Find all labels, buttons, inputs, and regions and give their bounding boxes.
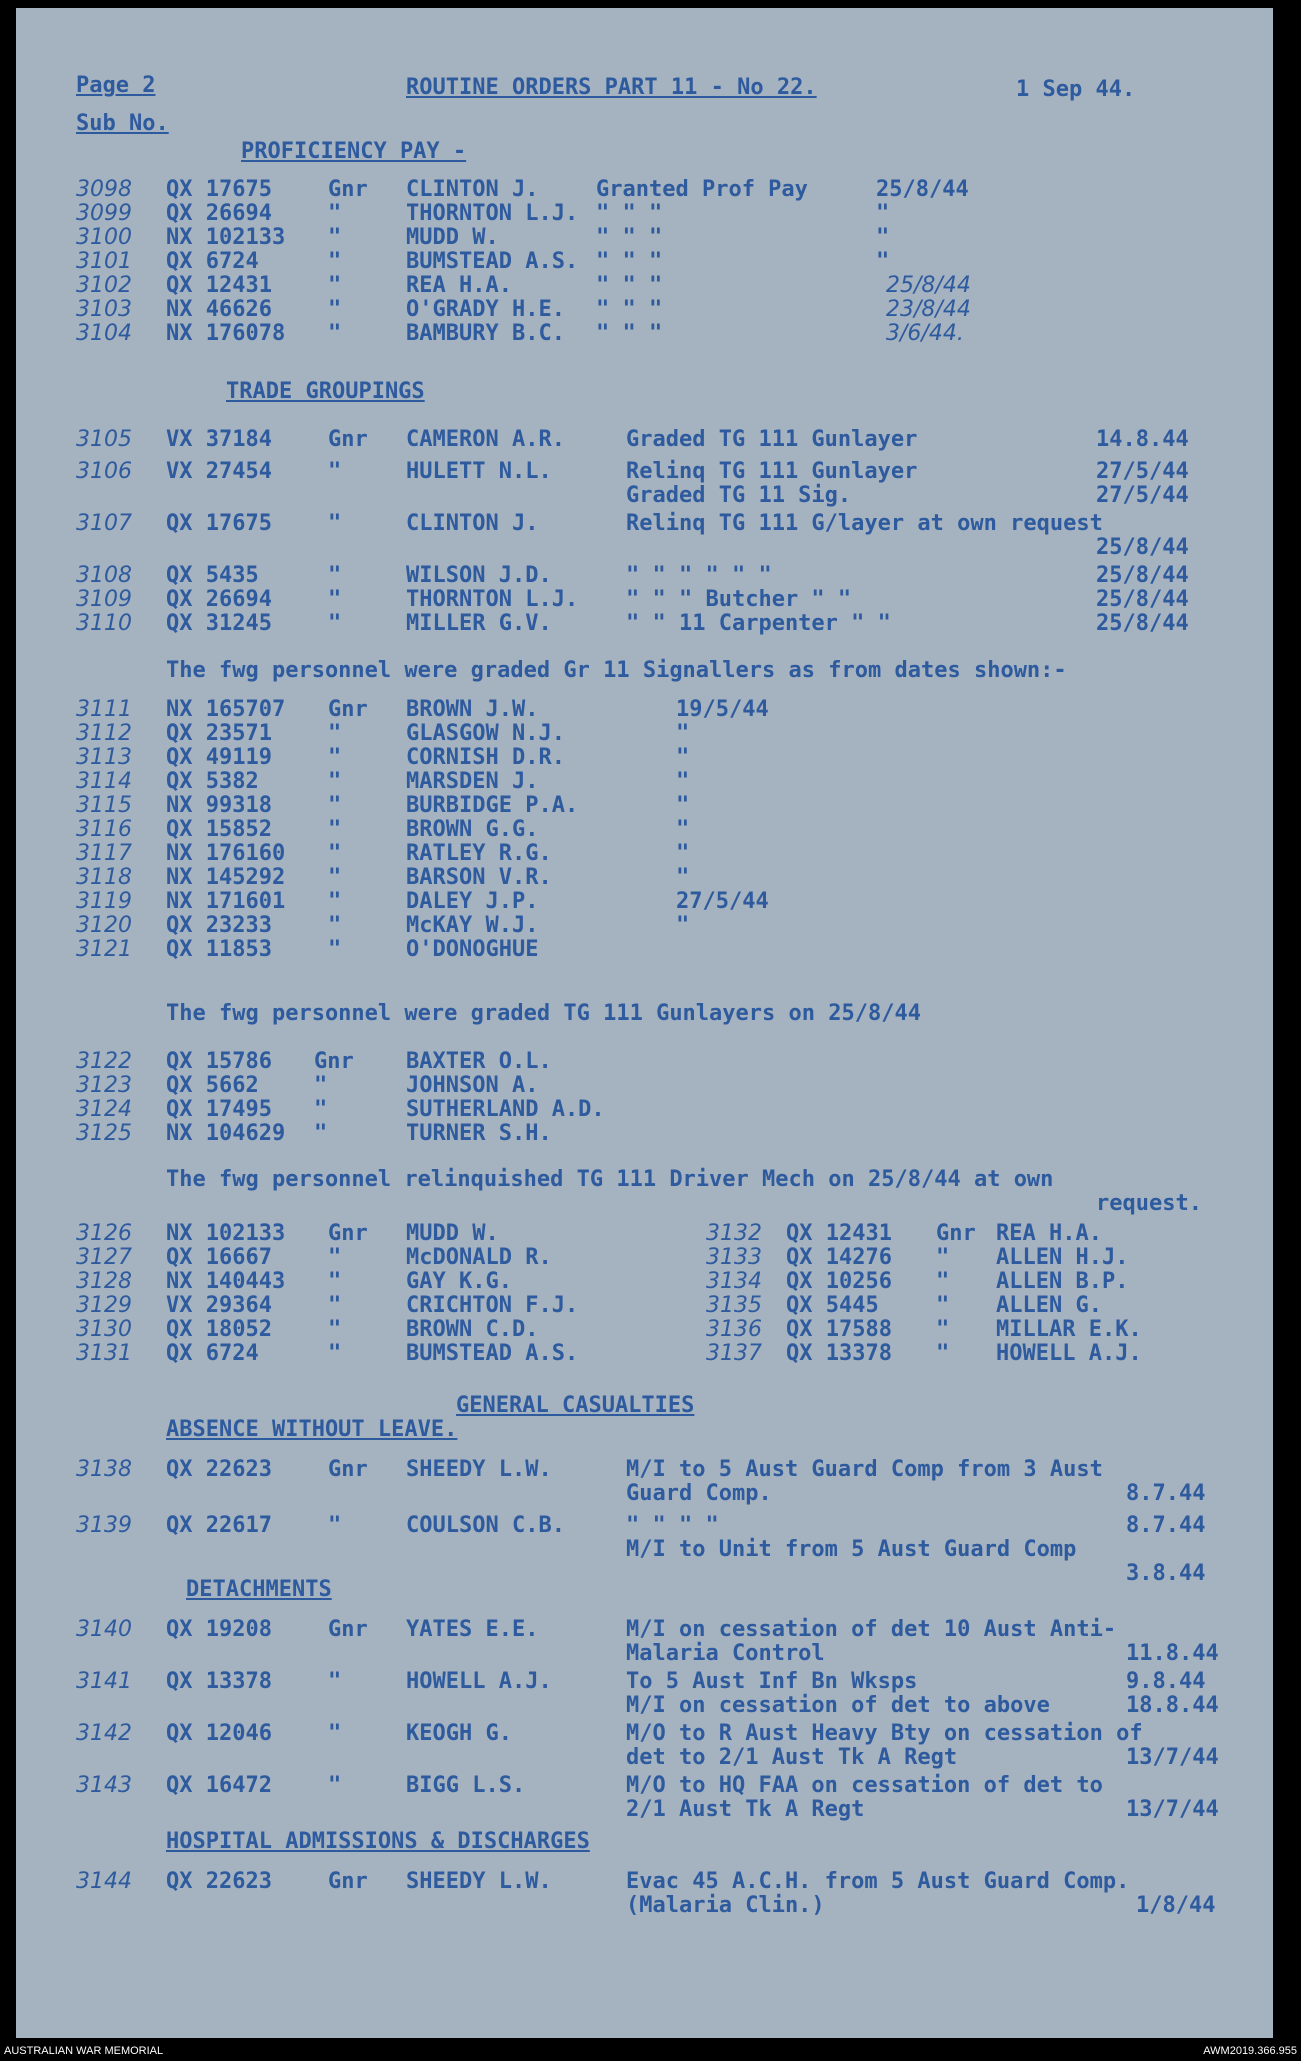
sub-number: 3104 [76, 321, 132, 346]
order-detail: " " " [596, 321, 663, 346]
order-detail: Graded TG 11 Sig. [626, 483, 852, 508]
service-number: NX 145292 [166, 865, 286, 890]
effective-date: 13/7/44 [1126, 1797, 1219, 1822]
footer [0, 2041, 1301, 2057]
service-number: QX 11853 [166, 937, 272, 962]
effective-date: " [676, 913, 690, 938]
person-name: SHEEDY L.W. [406, 1457, 552, 1482]
sub-number: 3136 [706, 1317, 762, 1342]
document-page [16, 8, 1273, 2038]
rank: " [328, 889, 342, 914]
sub-number: 3144 [76, 1869, 132, 1894]
person-name: SHEEDY L.W. [406, 1869, 552, 1894]
section-heading-general: GENERAL CASUALTIES [456, 1393, 695, 1418]
service-number: QX 5662 [166, 1073, 259, 1098]
sub-number: 3120 [76, 913, 132, 938]
service-number: NX 171601 [166, 889, 286, 914]
service-number: NX 102133 [166, 225, 286, 250]
person-name: DALEY J.P. [406, 889, 539, 914]
order-detail: " " " [596, 297, 663, 322]
rank: " [328, 1245, 342, 1270]
sub-number: 3142 [76, 1721, 132, 1746]
service-number: QX 23571 [166, 721, 272, 746]
rank: " [328, 1773, 342, 1798]
person-name: SUTHERLAND A.D. [406, 1097, 605, 1122]
rank: " [936, 1269, 950, 1294]
person-name: GAY K.G. [406, 1269, 512, 1294]
service-number: QX 12431 [786, 1221, 892, 1246]
sub-number: 3139 [76, 1513, 132, 1538]
effective-date: 1/8/44 [1136, 1893, 1216, 1918]
person-name: BIGG L.S. [406, 1773, 526, 1798]
rank: " [328, 745, 342, 770]
person-name: RATLEY R.G. [406, 841, 552, 866]
service-number: QX 17495 [166, 1097, 272, 1122]
service-number: QX 26694 [166, 201, 272, 226]
signallers-intro: The fwg personnel were graded Gr 11 Signallers as from dates shown:- [166, 658, 1067, 683]
effective-date: 3.8.44 [1126, 1561, 1206, 1586]
order-detail: M/I to 5 Aust Guard Comp from 3 Aust [626, 1457, 1103, 1482]
service-number: VX 29364 [166, 1293, 272, 1318]
service-number: QX 5382 [166, 769, 259, 794]
order-detail: Granted Prof Pay [596, 177, 808, 202]
order-detail: " " " " " " [626, 563, 772, 588]
person-name: BURBIDGE P.A. [406, 793, 579, 818]
service-number: QX 17675 [166, 511, 272, 536]
effective-date: 25/8/44 [1096, 535, 1189, 560]
service-number: NX 165707 [166, 697, 286, 722]
order-detail: Relinq TG 111 G/layer at own request [626, 511, 1103, 536]
sub-number: 3113 [76, 745, 132, 770]
sub-number: 3125 [76, 1121, 132, 1146]
service-number: NX 140443 [166, 1269, 286, 1294]
service-number: QX 19208 [166, 1617, 272, 1642]
rank: " [328, 297, 342, 322]
effective-date: " [676, 721, 690, 746]
rank: " [328, 793, 342, 818]
service-number: QX 22617 [166, 1513, 272, 1538]
section-heading-detachments: DETACHMENTS [186, 1577, 332, 1602]
person-name: MILLAR E.K. [996, 1317, 1142, 1342]
person-name: BAXTER O.L. [406, 1049, 552, 1074]
sub-number: 3099 [76, 201, 132, 226]
effective-date: " [676, 769, 690, 794]
person-name: CORNISH D.R. [406, 745, 565, 770]
person-name: BUMSTEAD A.S. [406, 249, 579, 274]
service-number: QX 22623 [166, 1869, 272, 1894]
service-number: QX 16667 [166, 1245, 272, 1270]
effective-date: " [676, 841, 690, 866]
sub-number: 3116 [76, 817, 132, 842]
service-number: QX 23233 [166, 913, 272, 938]
service-number: QX 10256 [786, 1269, 892, 1294]
order-detail: M/I on cessation of det to above [626, 1693, 1050, 1718]
person-name: CLINTON J. [406, 177, 539, 202]
person-name: ALLEN B.P. [996, 1269, 1129, 1294]
sub-number: 3130 [76, 1317, 132, 1342]
driver-mech-intro-cont: request. [1096, 1191, 1202, 1216]
sub-number: 3124 [76, 1097, 132, 1122]
person-name: REA H.A. [406, 273, 512, 298]
effective-date: 8.7.44 [1126, 1513, 1206, 1538]
sub-number: 3135 [706, 1293, 762, 1318]
section-heading-proficiency: PROFICIENCY PAY - [241, 139, 467, 164]
section-heading-awol: ABSENCE WITHOUT LEAVE. [166, 1417, 458, 1442]
service-number: QX 5435 [166, 563, 259, 588]
effective-date: 8.7.44 [1126, 1481, 1206, 1506]
service-number: NX 176078 [166, 321, 286, 346]
person-name: BROWN C.D. [406, 1317, 539, 1342]
sub-number: 3122 [76, 1049, 132, 1074]
sub-number: 3108 [76, 563, 132, 588]
service-number: QX 13378 [166, 1669, 272, 1694]
rank: " [936, 1245, 950, 1270]
person-name: HULETT N.L. [406, 459, 552, 484]
person-name: MUDD W. [406, 1221, 499, 1246]
rank: Gnr [328, 1617, 368, 1642]
effective-date: 23/8/44 [886, 297, 971, 322]
rank: " [328, 249, 342, 274]
rank: " [328, 273, 342, 298]
document-date: 1 Sep 44. [1016, 77, 1136, 102]
rank: " [314, 1097, 328, 1122]
service-number: QX 49119 [166, 745, 272, 770]
effective-date: " [876, 249, 890, 274]
effective-date: 9.8.44 [1126, 1669, 1206, 1694]
service-number: QX 26694 [166, 587, 272, 612]
rank: Gnr [328, 427, 368, 452]
order-detail: 2/1 Aust Tk A Regt [626, 1797, 865, 1822]
document-title: ROUTINE ORDERS PART 11 - No 22. [406, 75, 817, 100]
service-number: NX 99318 [166, 793, 272, 818]
person-name: McKAY W.J. [406, 913, 539, 938]
order-detail: " " 11 Carpenter " " [626, 611, 891, 636]
person-name: BROWN J.W. [406, 697, 539, 722]
rank: " [314, 1121, 328, 1146]
service-number: QX 17675 [166, 177, 272, 202]
order-detail: " " " [596, 201, 663, 226]
effective-date: 27/5/44 [676, 889, 769, 914]
service-number: VX 37184 [166, 427, 272, 452]
rank: " [328, 1293, 342, 1318]
effective-date: " [876, 225, 890, 250]
person-name: THORNTON L.J. [406, 201, 579, 226]
sub-no-label: Sub No. [76, 111, 169, 136]
sub-number: 3121 [76, 937, 132, 962]
rank: " [936, 1341, 950, 1366]
service-number: QX 22623 [166, 1457, 272, 1482]
rank: " [328, 913, 342, 938]
effective-date: 13/7/44 [1126, 1745, 1219, 1770]
sub-number: 3105 [76, 427, 132, 452]
order-detail: Malaria Control [626, 1641, 825, 1666]
order-detail: M/I to Unit from 5 Aust Guard Comp [626, 1537, 1077, 1562]
sub-number: 3100 [76, 225, 132, 250]
order-detail: " " " [596, 225, 663, 250]
person-name: ALLEN H.J. [996, 1245, 1129, 1270]
person-name: WILSON J.D. [406, 563, 552, 588]
effective-date: 19/5/44 [676, 697, 769, 722]
section-heading-trade: TRADE GROUPINGS [226, 379, 425, 404]
person-name: YATES E.E. [406, 1617, 539, 1642]
effective-date: " [676, 817, 690, 842]
rank: Gnr [328, 1221, 368, 1246]
service-number: NX 104629 [166, 1121, 286, 1146]
rank: Gnr [314, 1049, 354, 1074]
person-name: GLASGOW N.J. [406, 721, 565, 746]
person-name: COULSON C.B. [406, 1513, 565, 1538]
rank: " [936, 1293, 950, 1318]
effective-date: 11.8.44 [1126, 1641, 1219, 1666]
person-name: BARSON V.R. [406, 865, 552, 890]
service-number: QX 6724 [166, 249, 259, 274]
effective-date: 14.8.44 [1096, 427, 1189, 452]
sub-number: 3134 [706, 1269, 762, 1294]
sub-number: 3128 [76, 1269, 132, 1294]
person-name: REA H.A. [996, 1221, 1102, 1246]
order-detail: " " " [596, 249, 663, 274]
person-name: MUDD W. [406, 225, 499, 250]
rank: " [936, 1317, 950, 1342]
effective-date: " [676, 865, 690, 890]
sub-number: 3119 [76, 889, 132, 914]
service-number: QX 15852 [166, 817, 272, 842]
person-name: TURNER S.H. [406, 1121, 552, 1146]
sub-number: 3127 [76, 1245, 132, 1270]
sub-number: 3126 [76, 1221, 132, 1246]
person-name: McDONALD R. [406, 1245, 552, 1270]
rank: Gnr [328, 1869, 368, 1894]
person-name: CAMERON A.R. [406, 427, 565, 452]
sub-number: 3140 [76, 1617, 132, 1642]
person-name: MILLER G.V. [406, 611, 552, 636]
service-number: NX 46626 [166, 297, 272, 322]
sub-number: 3143 [76, 1773, 132, 1798]
service-number: QX 12431 [166, 273, 272, 298]
person-name: MARSDEN J. [406, 769, 539, 794]
sub-number: 3141 [76, 1669, 132, 1694]
rank: " [328, 225, 342, 250]
sub-number: 3110 [76, 611, 132, 636]
footer-institution: AUSTRALIAN WAR MEMORIAL [4, 2045, 164, 2057]
service-number: NX 176160 [166, 841, 286, 866]
effective-date: " [876, 201, 890, 226]
order-detail: " " " Butcher " " [626, 587, 852, 612]
rank: Gnr [328, 697, 368, 722]
order-detail: To 5 Aust Inf Bn Wksps [626, 1669, 918, 1694]
service-number: QX 18052 [166, 1317, 272, 1342]
rank: Gnr [328, 1457, 368, 1482]
effective-date: 18.8.44 [1126, 1693, 1219, 1718]
person-name: CLINTON J. [406, 511, 539, 536]
order-detail: Evac 45 A.C.H. from 5 Aust Guard Comp. [626, 1869, 1130, 1894]
service-number: NX 102133 [166, 1221, 286, 1246]
rank: " [328, 611, 342, 636]
service-number: QX 16472 [166, 1773, 272, 1798]
person-name: HOWELL A.J. [406, 1669, 552, 1694]
person-name: JOHNSON A. [406, 1073, 539, 1098]
order-detail: Graded TG 111 Gunlayer [626, 427, 918, 452]
effective-date: 25/8/44 [1096, 587, 1189, 612]
person-name: BAMBURY B.C. [406, 321, 565, 346]
effective-date: 3/6/44. [886, 321, 964, 346]
effective-date: " [676, 793, 690, 818]
order-detail: M/I on cessation of det 10 Aust Anti- [626, 1617, 1117, 1642]
rank: " [328, 321, 342, 346]
rank: " [328, 587, 342, 612]
service-number: VX 27454 [166, 459, 272, 484]
page-number: Page 2 [76, 73, 156, 98]
rank: " [328, 1669, 342, 1694]
person-name: HOWELL A.J. [996, 1341, 1142, 1366]
person-name: BUMSTEAD A.S. [406, 1341, 579, 1366]
sub-number: 3133 [706, 1245, 762, 1270]
order-detail: M/O to HQ FAA on cessation of det to [626, 1773, 1103, 1798]
person-name: BROWN G.G. [406, 817, 539, 842]
effective-date: 27/5/44 [1096, 483, 1189, 508]
service-number: QX 5445 [786, 1293, 879, 1318]
service-number: QX 6724 [166, 1341, 259, 1366]
rank: " [328, 511, 342, 536]
sub-number: 3112 [76, 721, 132, 746]
rank: " [328, 721, 342, 746]
rank: " [328, 563, 342, 588]
effective-date: " [676, 745, 690, 770]
rank: " [328, 841, 342, 866]
sub-number: 3131 [76, 1341, 132, 1366]
footer-accession: AWM2019.366.955 [1203, 2045, 1297, 2057]
order-detail: Relinq TG 111 Gunlayer [626, 459, 918, 484]
service-number: QX 17588 [786, 1317, 892, 1342]
sub-number: 3111 [76, 697, 132, 722]
rank: " [328, 865, 342, 890]
order-detail: " " " [596, 273, 663, 298]
effective-date: 27/5/44 [1096, 459, 1189, 484]
sub-number: 3103 [76, 297, 132, 322]
sub-number: 3138 [76, 1457, 132, 1482]
sub-number: 3118 [76, 865, 132, 890]
effective-date: 25/8/44 [1096, 563, 1189, 588]
person-name: CRICHTON F.J. [406, 1293, 579, 1318]
rank: " [328, 769, 342, 794]
effective-date: 25/8/44 [876, 177, 969, 202]
order-detail: M/O to R Aust Heavy Bty on cessation of [626, 1721, 1143, 1746]
service-number: QX 12046 [166, 1721, 272, 1746]
effective-date: 25/8/44 [1096, 611, 1189, 636]
sub-number: 3129 [76, 1293, 132, 1318]
order-detail: " " " " [626, 1513, 719, 1538]
sub-number: 3107 [76, 511, 132, 536]
order-detail: (Malaria Clin.) [626, 1893, 825, 1918]
order-detail: Guard Comp. [626, 1481, 772, 1506]
service-number: QX 31245 [166, 611, 272, 636]
sub-number: 3132 [706, 1221, 762, 1246]
sub-number: 3098 [76, 177, 132, 202]
sub-number: 3114 [76, 769, 132, 794]
rank: " [328, 1341, 342, 1366]
sub-number: 3101 [76, 249, 132, 274]
service-number: QX 14276 [786, 1245, 892, 1270]
sub-number: 3109 [76, 587, 132, 612]
rank: " [328, 1513, 342, 1538]
person-name: ALLEN G. [996, 1293, 1102, 1318]
sub-number: 3117 [76, 841, 132, 866]
rank: " [314, 1073, 328, 1098]
rank: Gnr [936, 1221, 976, 1246]
service-number: QX 15786 [166, 1049, 272, 1074]
gunlayers-intro: The fwg personnel were graded TG 111 Gunlayers on 25/8/44 [166, 1001, 921, 1026]
order-detail: det to 2/1 Aust Tk A Regt [626, 1745, 958, 1770]
driver-mech-intro: The fwg personnel relinquished TG 111 Driver Mech on 25/8/44 at own [166, 1167, 1054, 1192]
rank: " [328, 459, 342, 484]
rank: " [328, 817, 342, 842]
sub-number: 3137 [706, 1341, 762, 1366]
person-name: O'DONOGHUE [406, 937, 539, 962]
sub-number: 3102 [76, 273, 132, 298]
sub-number: 3115 [76, 793, 132, 818]
sub-number: 3106 [76, 459, 132, 484]
rank: " [328, 201, 342, 226]
rank: " [328, 1317, 342, 1342]
rank: " [328, 1269, 342, 1294]
rank: Gnr [328, 177, 368, 202]
sub-number: 3123 [76, 1073, 132, 1098]
service-number: QX 13378 [786, 1341, 892, 1366]
person-name: O'GRADY H.E. [406, 297, 565, 322]
person-name: THORNTON L.J. [406, 587, 579, 612]
effective-date: 25/8/44 [886, 273, 971, 298]
person-name: KEOGH G. [406, 1721, 512, 1746]
section-heading-hospital: HOSPITAL ADMISSIONS & DISCHARGES [166, 1829, 590, 1854]
rank: " [328, 1721, 342, 1746]
rank: " [328, 937, 342, 962]
